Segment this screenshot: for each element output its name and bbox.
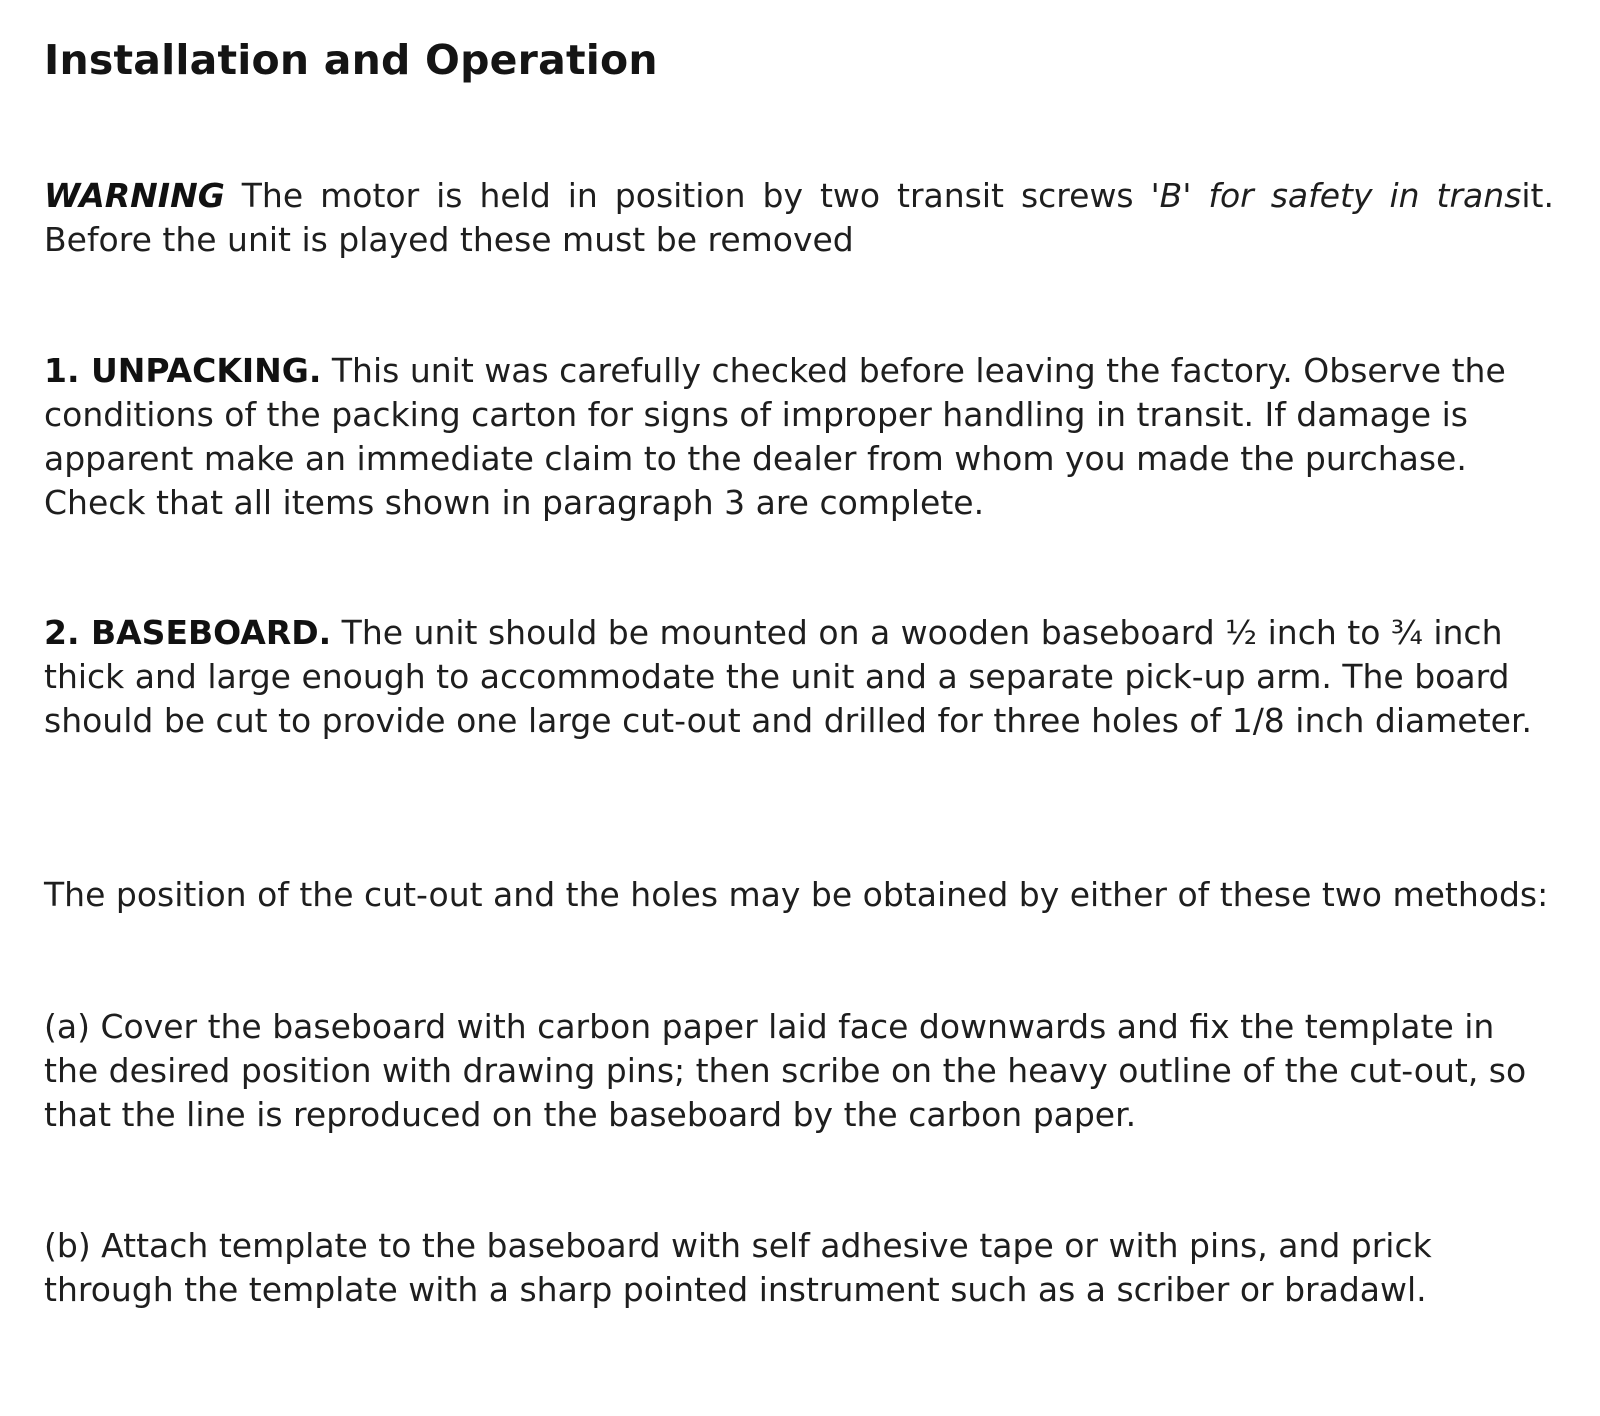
method-a-paragraph: (a) Cover the baseboard with carbon paper laid face downwards and fix the template in the desired position with drawing pins; then scribe on the heavy outline of the cut-out, so that the line is reproduced on the baseboard by the carbon paper. bbox=[44, 1007, 1527, 1134]
methods-intro-paragraph: The position of the cut-out and the holes may be obtained by either of these two methods: bbox=[44, 875, 1549, 914]
page-title: Installation and Operation bbox=[44, 36, 658, 84]
warning-italic-text: 'B' for safety in trans bbox=[1150, 176, 1522, 215]
warning-label: WARNING bbox=[44, 176, 225, 215]
unpacking-heading: 1. UNPACKING. bbox=[44, 351, 322, 390]
warning-paragraph bbox=[44, 174, 1554, 262]
warning-text-end: it. Before the unit is played these must be removed bbox=[44, 176, 1554, 259]
baseboard-heading: 2. BASEBOARD. bbox=[44, 613, 332, 652]
method-b-paragraph: (b) Attach template to the baseboard with self adhesive tape or with pins, and prick through the template with a sharp pointed instrument such as a scriber or bradawl. bbox=[44, 1226, 1432, 1309]
baseboard-text: The unit should be mounted on a wooden baseboard ½ inch to ¾ inch thick and large enough to accommodate the unit and a separate pick-up arm. The board should be cut to provide one large cut-out and drilled for three holes of 1/8 inch diameter. bbox=[44, 613, 1532, 740]
baseboard-paragraph bbox=[44, 611, 1554, 743]
warning-text: The motor is held in position by two transit screws bbox=[224, 176, 1151, 215]
unpacking-paragraph bbox=[44, 349, 1554, 525]
unpacking-text: This unit was carefully checked before leaving the factory. Observe the conditions of the packing carton for signs of improper handling in transit. If damage is apparent make an immediate claim to the dealer from whom you made the purchase. Check that all items shown in paragraph 3 are complete. bbox=[44, 351, 1506, 522]
